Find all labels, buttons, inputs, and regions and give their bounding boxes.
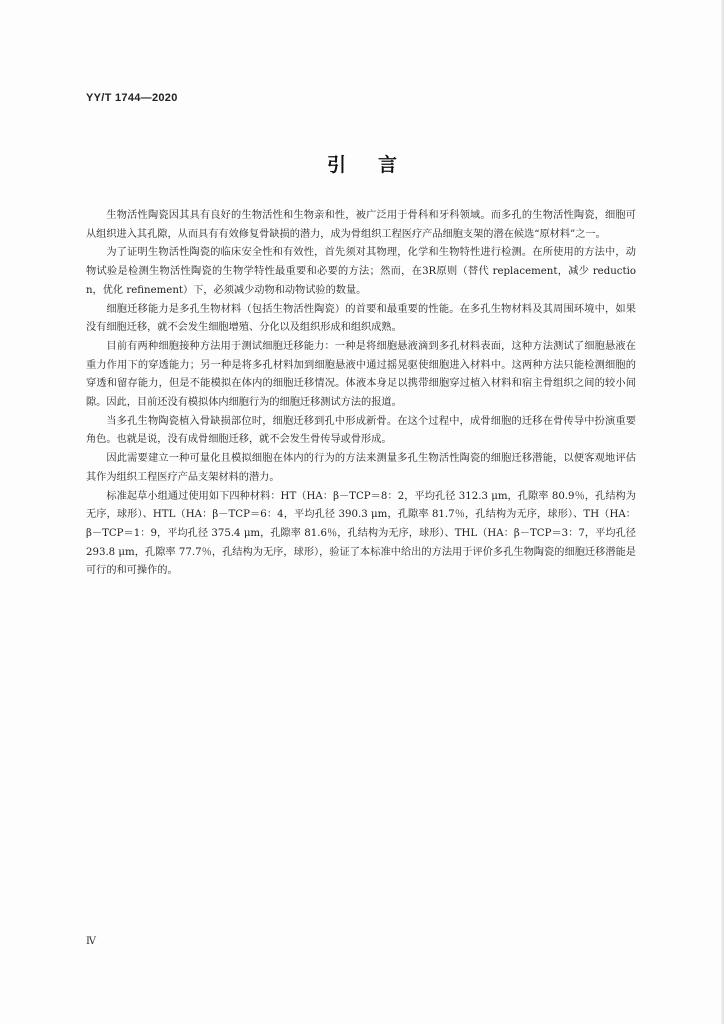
paragraph-2: 为了证明生物活性陶瓷的临床安全性和有效性，首先须对其物理，化学和生物特性进行检测。在所使用的方法中，动物试验是检测生物活性陶瓷的生物学特性最重要和必要的方法；然而，在3R原则（替代 replacement，减少 reduction，优化 refinement）下，必须减少动物和动物试验的数量。 <box>86 247 636 296</box>
paragraph-6: 因此需要建立一种可量化且模拟细胞在体内的行为的方法来测量多孔生物活性陶瓷的细胞迁移潜能，以便客观地评估其作为组织工程医疗产品支架材料的潜力。 <box>86 453 636 483</box>
paragraph-4: 目前有两种细胞接种方法用于测试细胞迁移能力：一种是将细胞悬液滴到多孔材料表面，这种方法测试了细胞悬液在重力作用下的穿透能力；另一种是将多孔材料加到细胞悬液中通过摇晃驱使细胞进入材料中。这两种方法只能检测细胞的穿透和留存能力，但是不能模拟在体内的细胞迁移情况。体液本身足以携带细胞穿过植入材料和宿主骨组织之间的较小间隙。因此，目前还没有模拟体内细胞行为的细胞迁移测试方法的报道。 <box>86 340 636 409</box>
paragraph-3: 细胞迁移能力是多孔生物材料（包括生物活性陶瓷）的首要和最重要的性能。在多孔生物材料及其周围环境中，如果没有细胞迁移，就不会发生细胞增殖、分化以及组织形成和组织成熟。 <box>86 303 636 334</box>
page-number: Ⅳ <box>86 936 96 947</box>
body-text <box>86 207 636 581</box>
paragraph-5: 当多孔生物陶瓷植入骨缺损部位时，细胞迁移到孔中形成新骨。在这个过程中，成骨细胞的迁移在骨传导中扮演重要角色。也就是说，没有成骨细胞迁移，就不会发生骨传导或骨形成。 <box>86 415 636 446</box>
section-title: 引言 <box>326 154 429 176</box>
paragraph-1: 生物活性陶瓷因其具有良好的生物活性和生物亲和性，被广泛用于骨科和牙科领域。而多孔的生物活性陶瓷，细胞可从组织进入其孔隙，从而具有有效修复骨缺损的潜力，成为骨组织工程医疗产品细胞支架的潜在候选“原材料”之一。 <box>86 210 636 240</box>
paragraph-7: 标准起草小组通过使用如下四种材料：HT（HA：β－TCP＝8：2，平均孔径 312.3 μm，孔隙率 80.9％，孔结构为无序，球形）、HTL（HA：β－TCP＝6：4，平均孔径 390.3 μm，孔隙率 81.7％，孔结构为无序，球形）、TH（HA：β－TCP＝1：9，平均孔径 375.4 μm，孔隙率 81.6％，孔结构为无序，球形）、THL（HA：β－TCP＝3：7，平均孔径 293.8 μm，孔隙率 77.7％，孔结构为无序，球形），验证了本标准中给出的方法用于评价多孔生物陶瓷的细胞迁移潜能是可行的和可操作的。 <box>86 490 636 577</box>
standard-id: YY/T 1744—2020 <box>86 92 178 104</box>
